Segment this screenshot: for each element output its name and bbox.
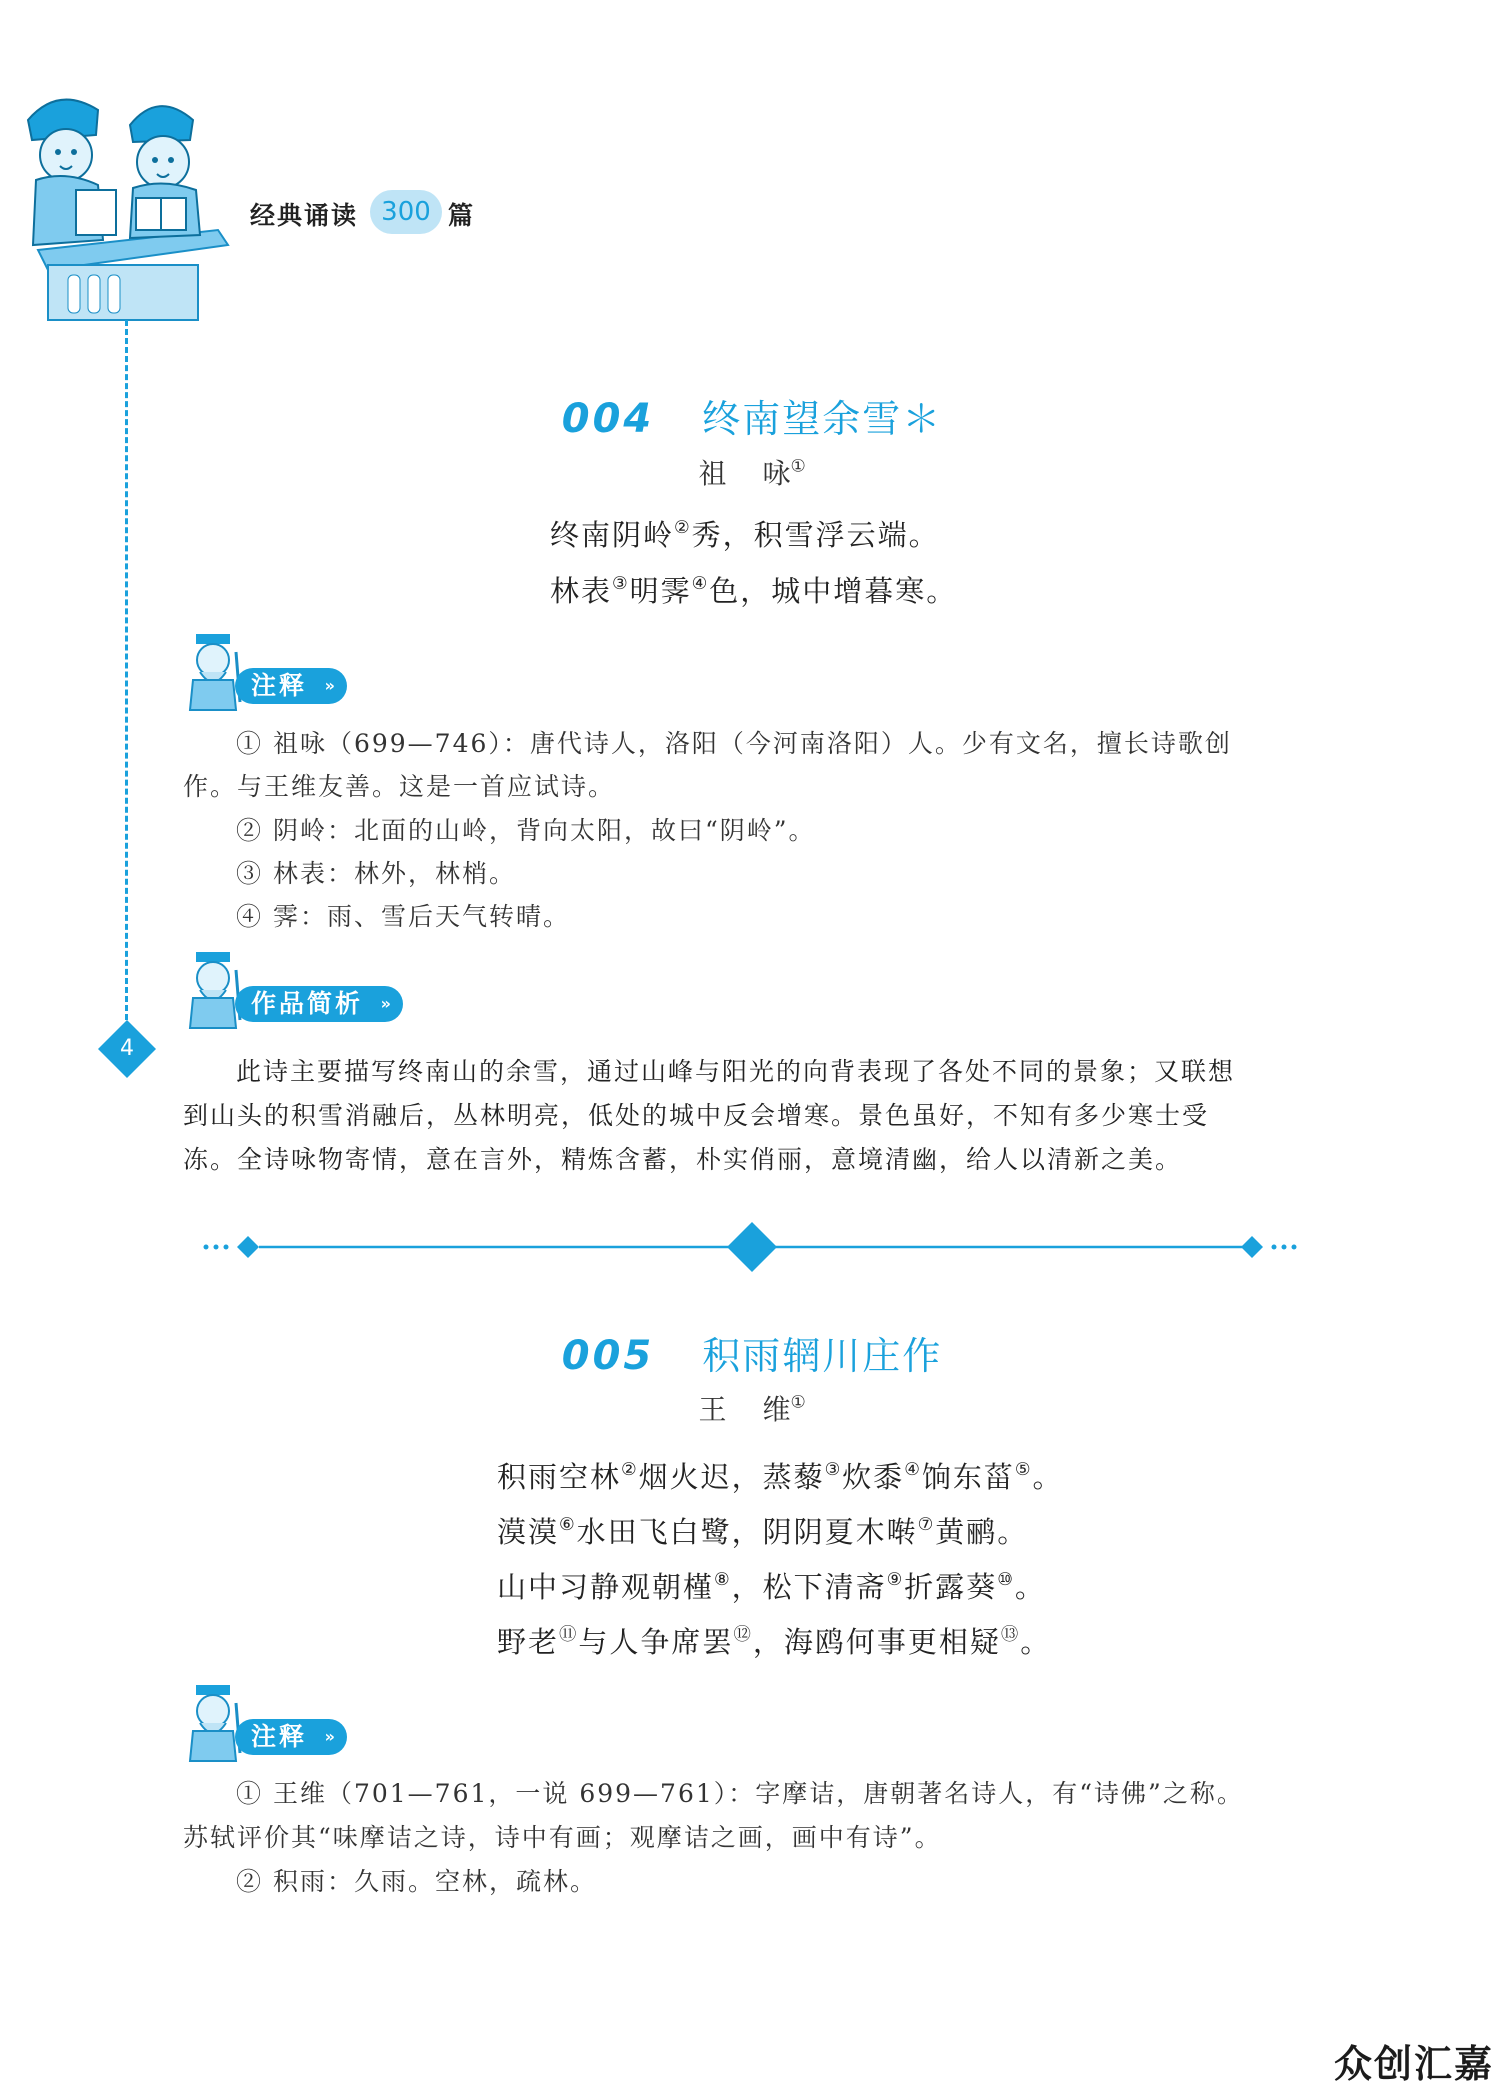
- note-line: ④ 霁：雨、雪后天气转晴。: [236, 902, 570, 931]
- note-line: 作。与王维友善。这是一首应试诗。: [183, 772, 616, 801]
- poem-line: [497, 1455, 1063, 1496]
- footnote-mark: ②: [674, 517, 692, 538]
- footnote-mark: ②: [621, 1459, 639, 1480]
- footnote-mark: ④: [691, 573, 710, 594]
- analysis-label: [235, 986, 403, 1022]
- footnote-mark: ⑥: [559, 1514, 577, 1535]
- footnote-mark: ③: [824, 1459, 843, 1480]
- footnote-mark: ③: [612, 573, 630, 594]
- note-line: ② 阴岭：北面的山岭，背向太阳，故曰“阴岭”。: [236, 816, 816, 845]
- notes-label: [235, 1719, 347, 1755]
- poem-heading: [0, 388, 1504, 443]
- verse-text: 与人争席罢: [578, 1625, 734, 1659]
- verse-text: ，海鸥何事更相疑: [752, 1625, 1001, 1659]
- notes-label-text: 注释: [251, 671, 308, 700]
- author-char: 祖: [698, 457, 727, 490]
- poem-line: [497, 1620, 1051, 1661]
- poem-line: [550, 513, 940, 554]
- notes-label: [235, 668, 347, 704]
- verse-text: 明霁: [629, 574, 692, 608]
- note-line: ② 积雨：久雨。空林，疏林。: [236, 1867, 597, 1896]
- page-number: 4: [120, 1036, 134, 1061]
- footnote-mark: ⑧: [714, 1569, 732, 1590]
- footnote-mark: ⑦: [917, 1514, 936, 1535]
- footnote-mark: ⑬: [1000, 1624, 1021, 1645]
- verse-text: 折露葵: [904, 1570, 998, 1604]
- poem-title: 终南望余雪＊: [702, 397, 943, 441]
- double-chevron-icon: »: [380, 994, 392, 1013]
- footnote-mark: ⑨: [886, 1569, 905, 1590]
- poem-heading: [0, 1325, 1504, 1380]
- analysis-line: 此诗主要描写终南山的余雪，通过山峰与阳光的向背表现了各处不同的景象；又联想: [236, 1057, 1236, 1086]
- footnote-mark: ⑤: [1014, 1459, 1033, 1480]
- scholar-icon: [178, 632, 248, 712]
- analysis-line: 冻。全诗咏物寄情，意在言外，精炼含蓄，朴实俏丽，意境清幽，给人以清新之美。: [183, 1145, 1183, 1174]
- author-char: 王: [698, 1393, 727, 1426]
- book-title: 经典诵读: [250, 201, 359, 230]
- poem-number: 005: [561, 1333, 655, 1379]
- author-char: 维: [762, 1393, 791, 1426]
- verse-text: 积雨空林: [497, 1460, 622, 1494]
- poem-author: [0, 1388, 1504, 1428]
- verse-text: 。: [1020, 1625, 1052, 1659]
- note-line: ① 祖咏（699—746）：唐代诗人，洛阳（今河南洛阳）人。少有文名，擅长诗歌创: [236, 729, 1232, 758]
- scholar-icon: [178, 1683, 248, 1763]
- poem-line: [497, 1510, 1028, 1551]
- book-number-badge: 300: [370, 190, 442, 234]
- double-chevron-icon: »: [324, 676, 336, 695]
- book-title-suffix: 篇: [448, 201, 474, 230]
- poem-number: 004: [561, 396, 655, 442]
- scholar-icon: [178, 950, 248, 1030]
- double-chevron-icon: »: [324, 1727, 336, 1746]
- verse-text: 林表: [550, 574, 613, 608]
- verse-text: 。: [1032, 1460, 1064, 1494]
- analysis-line: 到山头的积雪消融后，丛林明亮，低处的城中反会增寒。景色虽好，不知有多少寒士受: [183, 1101, 1210, 1130]
- note-line: 苏轼评价其“味摩诘之诗，诗中有画；观摩诘之画，画中有诗”。: [183, 1823, 942, 1852]
- footnote-mark: ①: [790, 1391, 806, 1412]
- verse-text: 终南阴岭: [550, 518, 675, 552]
- poem-line: [497, 1565, 1046, 1606]
- section-divider: [200, 1222, 1310, 1272]
- verse-text: 烟火迟，蒸藜: [638, 1460, 825, 1494]
- footnote-mark: ①: [790, 455, 806, 476]
- note-line: ③ 林表：林外，林梢。: [236, 859, 516, 888]
- verse-text: ，松下清斋: [731, 1570, 887, 1604]
- verse-text: 野老: [497, 1625, 560, 1659]
- poem-line: [550, 569, 957, 610]
- header-illustration-children-reading: [18, 80, 243, 330]
- verse-text: 。: [1014, 1570, 1046, 1604]
- verse-text: 漠漠: [497, 1515, 560, 1549]
- poem-title: 积雨辋川庄作: [702, 1334, 943, 1378]
- verse-text: 黄鹂。: [935, 1515, 1029, 1549]
- footnote-mark: ⑪: [559, 1624, 579, 1645]
- poem-author: [0, 452, 1504, 492]
- footnote-mark: ④: [904, 1459, 922, 1480]
- footnote-mark: ⑫: [733, 1624, 753, 1645]
- watermark-logo: 众创汇嘉: [1333, 2042, 1494, 2086]
- analysis-label-text: 作品简析: [251, 989, 364, 1018]
- verse-text: 秀，积雪浮云端。: [691, 518, 940, 552]
- note-line: ① 王维（701—761，一说 699—761）：字摩诘，唐朝著名诗人，有“诗佛”之称。: [236, 1779, 1244, 1808]
- notes-label-text: 注释: [251, 1722, 308, 1751]
- verse-text: 饷东菑: [921, 1460, 1015, 1494]
- footnote-mark: ⑩: [997, 1569, 1015, 1590]
- author-char: 咏: [762, 457, 791, 490]
- verse-text: 炊黍: [842, 1460, 905, 1494]
- verse-text: 色，城中增暮寒。: [709, 574, 958, 608]
- verse-text: 山中习静观朝槿: [497, 1570, 715, 1604]
- verse-text: 水田飞白鹭，阴阴夏木啭: [576, 1515, 918, 1549]
